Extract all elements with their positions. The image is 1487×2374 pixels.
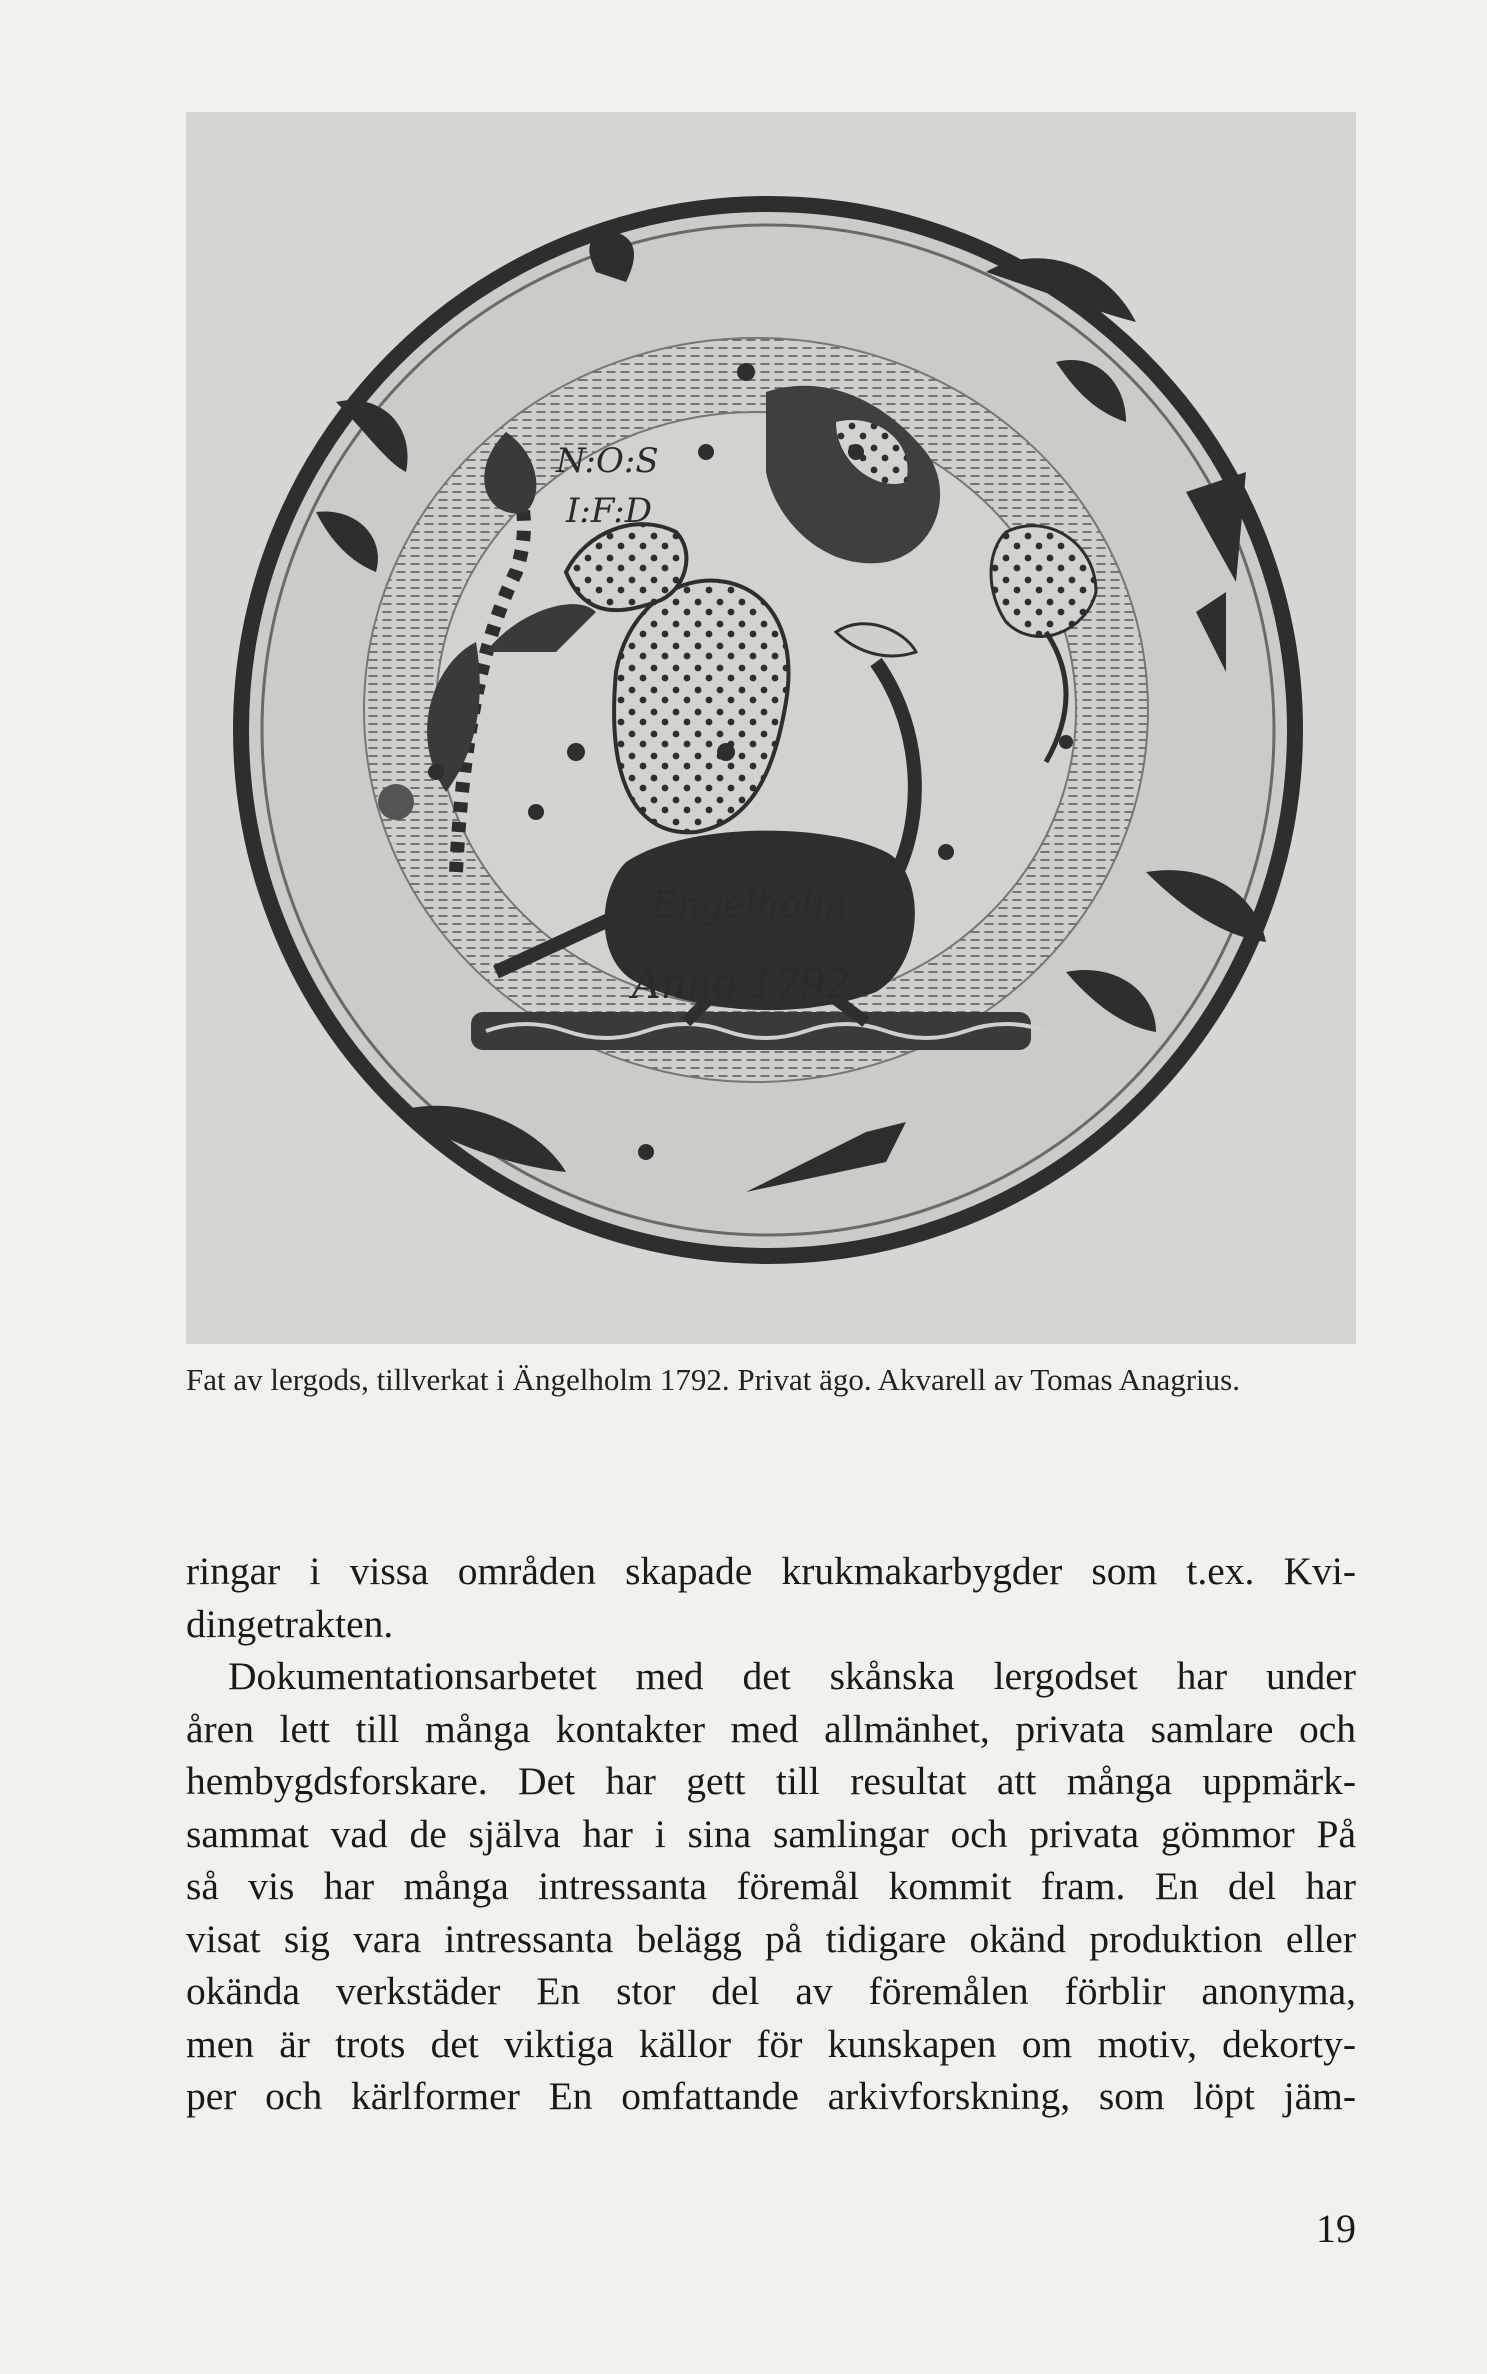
inscription-initials-top: N:O:S <box>556 441 659 481</box>
body-line: men är trots det viktiga källor för kunskapen om motiv, dekorty- <box>186 2021 1356 2066</box>
body-line: dingetrakten. <box>186 1601 394 1646</box>
plate-illustration <box>186 112 1356 1344</box>
body-line: okända verkstäder En stor del av föremålen förblir anonyma, <box>186 1969 1356 2013</box>
inscription-town: Engelholm <box>651 885 847 926</box>
body-line: hembygdsforskare. Det har gett till resultat att många uppmärk- <box>186 1759 1356 1803</box>
ground-bar <box>471 1012 1031 1050</box>
body-line: åren lett till många kontakter med allmänhet, privata samlare och <box>186 1706 1356 1751</box>
body-line: visat sig vara intressanta belägg på tidigare okänd produktion eller <box>186 1916 1356 1961</box>
figure-caption: Fat av lergods, tillverkat i Ängelholm 1792. Privat ägo. Akvarell av Tomas Anagrius. <box>186 1362 1240 1397</box>
body-line: Dokumentationsarbetet med det skånska lergodset har under <box>228 1654 1356 1698</box>
page-number: 19 <box>1316 2206 1356 2251</box>
body-line: sammat vad de själva har i sina samlingar och privata gömmor På <box>186 1811 1356 1856</box>
body-line: så vis har många intressanta föremål kommit fram. En del har <box>186 1864 1356 1908</box>
inscription-year: Anno 1792 <box>632 962 852 1008</box>
body-line: ringar i vissa områden skapade krukmakarbygder som t.ex. Kvi- <box>186 1549 1356 1593</box>
rim-blot-left <box>378 784 414 820</box>
body-line: per och kärlformer En omfattande arkivforskning, som löpt jäm- <box>186 2074 1356 2118</box>
body-paragraphs <box>186 1545 1356 2123</box>
rim-dot-bottom <box>638 1144 654 1160</box>
inscription-initials-bottom: I:F:D <box>566 491 652 531</box>
